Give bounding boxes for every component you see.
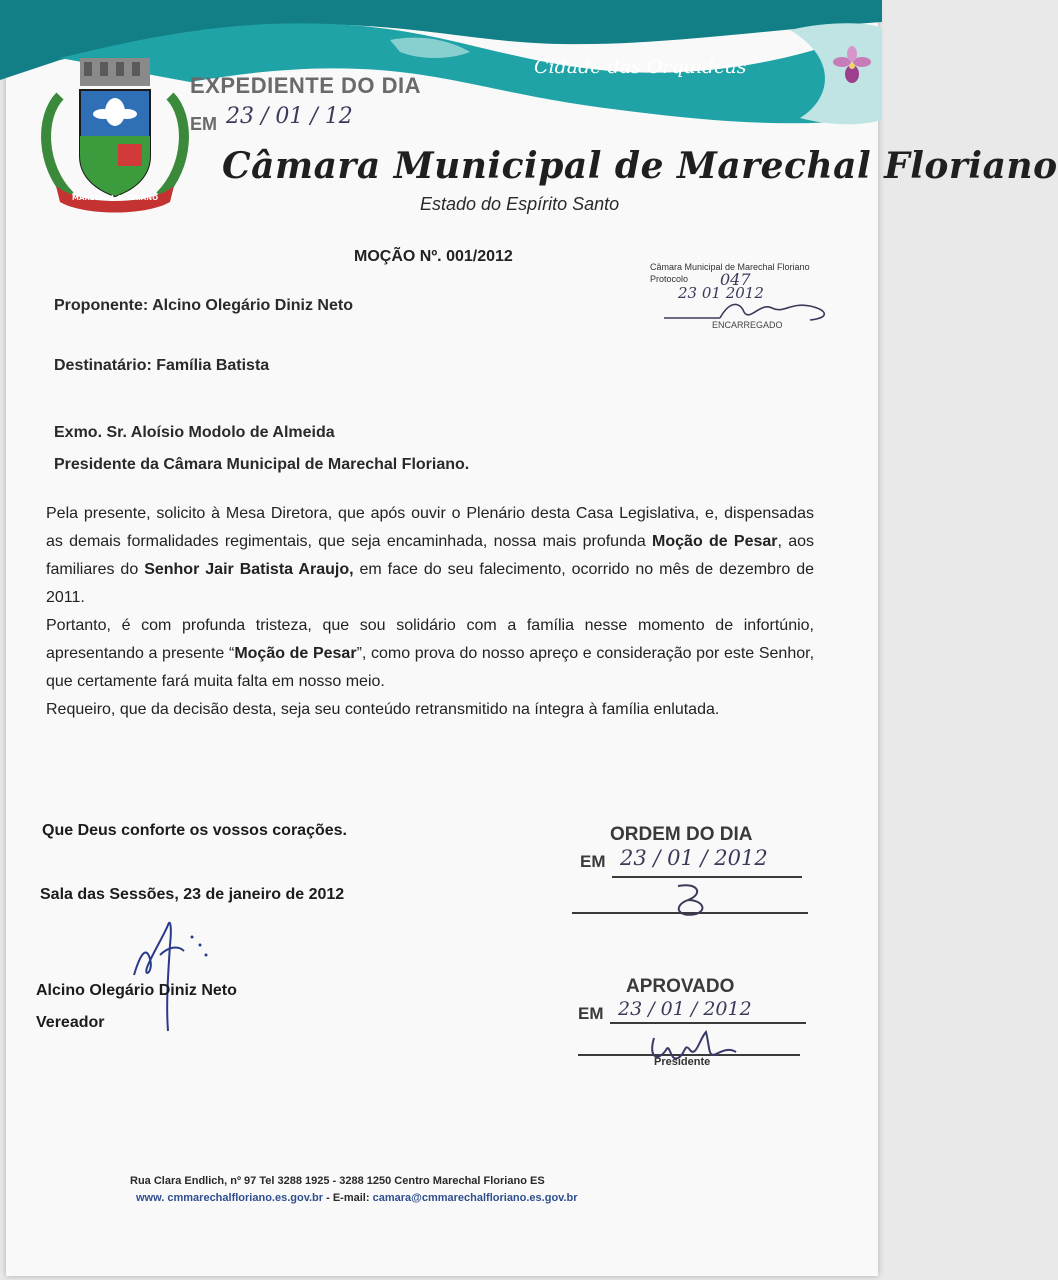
body-paragraph-2: Portanto, é com profunda tristeza, que sou solidário com a família nesse momento de infortúnio, apresentando a presente “Moção de Pesar”, como prova do nosso apreço e consideração por este Senhor, que certamente fará muita falta em nosso meio.	[46, 617, 815, 690]
aprovado-em: EM	[578, 1004, 604, 1023]
aprovado-date-line	[610, 1022, 806, 1024]
ordem-date-line	[612, 876, 802, 878]
city-tagline: Cidade das Orquídeas	[534, 56, 747, 78]
expediente-stamp-date: 23 / 01 / 12	[226, 104, 353, 129]
president-label: Presidente	[654, 1056, 711, 1068]
body-paragraph-3: Requeiro, que da decisão desta, seja seu conteúdo retransmitido na íntegra à família enlutada.	[46, 701, 720, 718]
protocol-label: Protocolo	[650, 274, 689, 284]
ordem-do-dia-em: EM	[580, 852, 606, 871]
destinatario: Destinatário: Família Batista	[54, 357, 270, 374]
ordem-do-dia-date: 23 / 01 / 2012	[620, 846, 768, 870]
expediente-stamp-label: EXPEDIENTE DO DIA	[190, 73, 421, 98]
addressee-title: Presidente da Câmara Municipal de Marechal Floriano.	[54, 456, 470, 473]
protocol-number: 047	[720, 270, 751, 289]
footer-email-label: - E-mail:	[323, 1192, 373, 1204]
protocol-stamp-line: Câmara Municipal de Marechal Floriano	[650, 262, 810, 272]
footer-address: Rua Clara Endlich, nº 97 Tel 3288 1925 - 3288 1250 Centro Marechal Floriano ES	[130, 1175, 545, 1187]
protocol-stamp	[650, 262, 840, 338]
place-and-date: Sala das Sessões, 23 de janeiro de 2012	[40, 886, 345, 903]
body-paragraph-1: Pela presente, solicito à Mesa Diretora, que após ouvir o Plenário desta Casa Legislativa, e, dispensadas as demais formalidades regimentais, que seja encaminhada, nossa mais profunda Moção de Pesar, aos familiares do Senhor Jair Batista Araujo, em face do seu falecimento, ocorrido no mês de dezembro de 2011.	[46, 505, 815, 606]
state-name: Estado do Espírito Santo	[420, 194, 620, 214]
expediente-stamp-em: EM	[190, 114, 217, 134]
protocol-date: 23 01 2012	[678, 284, 764, 302]
ordem-do-dia-title: ORDEM DO DIA	[610, 824, 753, 845]
aprovado-title: APROVADO	[626, 976, 735, 997]
addressee-name: Exmo. Sr. Aloísio Modolo de Almeida	[54, 424, 335, 441]
document-body	[46, 500, 814, 724]
signer-name: Alcino Olegário Diniz Neto	[36, 982, 237, 999]
document-title: MOÇÃO Nº. 001/2012	[354, 248, 513, 265]
crest-motto: MARECHAL FLORIANO	[71, 194, 159, 202]
footer-website-link[interactable]: www. cmmarechalfloriano.es.gov.br	[136, 1192, 324, 1204]
proponente: Proponente: Alcino Olegário Diniz Neto	[54, 297, 353, 314]
municipal-crest-icon	[40, 56, 190, 214]
chamber-name: Câmara Municipal de Marechal Floriano	[222, 145, 1058, 187]
signer-role: Vereador	[36, 1014, 105, 1031]
protocol-role: ENCARREGADO	[712, 320, 783, 330]
ordem-initials-icon	[668, 880, 718, 920]
footer-email-link[interactable]: camara@cmmarechalfloriano.es.gov.br	[372, 1192, 578, 1204]
aprovado-date: 23 / 01 / 2012	[618, 998, 752, 1020]
footer-contacts	[136, 1192, 578, 1204]
closing-phrase: Que Deus conforte os vossos corações.	[42, 822, 347, 839]
signature-icon	[120, 915, 220, 1035]
